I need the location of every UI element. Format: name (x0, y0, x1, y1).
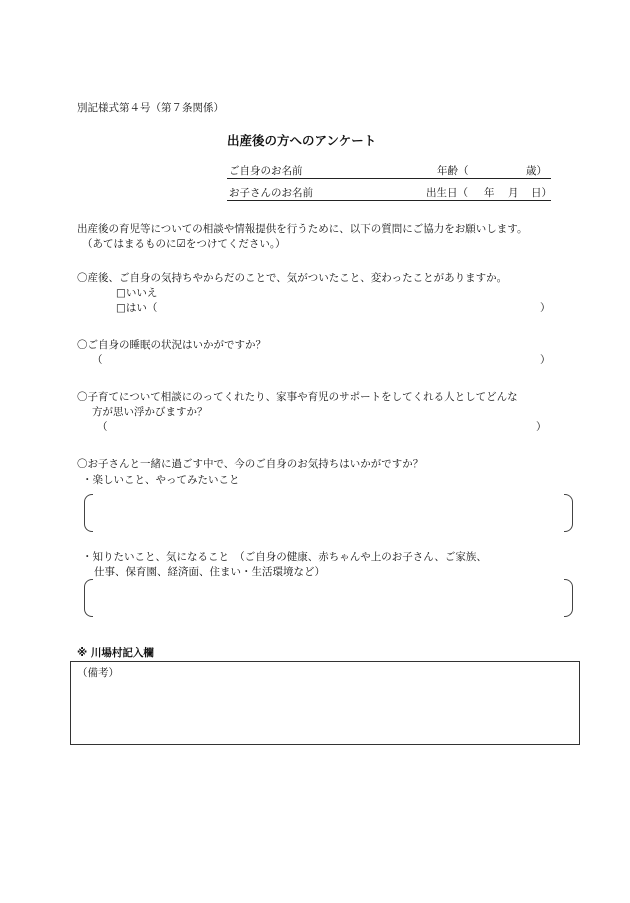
q4-sub1-bracket-right (564, 494, 573, 532)
office-use-box[interactable] (70, 661, 580, 745)
remarks-label: （備考） (77, 667, 119, 679)
page-title: 出産後の方へのアンケート (227, 133, 377, 148)
q4-sub-2-line2: 仕事、保育園、経済面、住まい・生活環境など） (94, 566, 325, 578)
intro-instruction: （あてはまるものに☑をつけてください。） (82, 238, 286, 250)
mother-name-underline[interactable] (227, 178, 551, 179)
age-unit: 歳） (526, 165, 547, 177)
q1-option-yes[interactable]: □はい（ (116, 302, 158, 314)
birth-month-label: 月 (508, 187, 519, 199)
mother-name-label: ご自身のお名前 (229, 165, 303, 177)
q4-sub-2-line1: ・知りたいこと、気になること （ご自身の健康、赤ちゃんや上のお子さん、ご家族、 (82, 551, 487, 563)
child-name-underline[interactable] (227, 200, 551, 201)
birth-year-label: 年 (484, 187, 495, 199)
q4-sub1-bracket-left (84, 494, 93, 532)
q4-sub1-answer-area[interactable] (96, 496, 558, 528)
q4-sub-1: ・楽しいこと、やってみたいこと (82, 474, 240, 486)
birth-date-label: 出生日（ (426, 187, 468, 199)
question-1: 〇産後、ご自身の気持ちやからだのことで、気がついたこと、変わったことがありますか。 (77, 272, 508, 284)
child-name-label: お子さんのお名前 (229, 187, 313, 199)
question-3-line2: 方が思い浮かびますか？ (92, 406, 208, 418)
q1-option-no[interactable]: □いいえ (116, 287, 158, 299)
q4-sub2-bracket-left (84, 579, 93, 617)
intro-text: 出産後の育児等についての相談や情報提供を行うために、以下の質問にご協力をお願いします。 (77, 223, 528, 235)
q2-paren-close: ） (540, 354, 551, 366)
q3-paren-close: ） (536, 421, 547, 433)
q4-sub2-bracket-right (564, 579, 573, 617)
birth-day-label: 日） (531, 187, 552, 199)
q3-paren-open: （ (97, 421, 108, 433)
question-2: 〇ご自身の睡眠の状況はいかがですか？ (77, 339, 266, 351)
age-label: 年齢（ (437, 165, 469, 177)
q1-paren-close: ） (540, 302, 551, 314)
form-reference: 別記様式第４号（第７条関係） (77, 102, 224, 114)
office-use-label: ※ 川場村記入欄 (77, 647, 154, 659)
q4-sub2-answer-area[interactable] (96, 581, 558, 613)
question-3-line1: 〇子育てについて相談にのってくれたり、家事や育児のサポートをしてくれる人としてどんな (77, 391, 518, 403)
question-4: 〇お子さんと一緒に過ごす中で、今のご自身のお気持ちはいかがですか？ (77, 458, 424, 470)
q2-paren-open: （ (92, 354, 103, 366)
